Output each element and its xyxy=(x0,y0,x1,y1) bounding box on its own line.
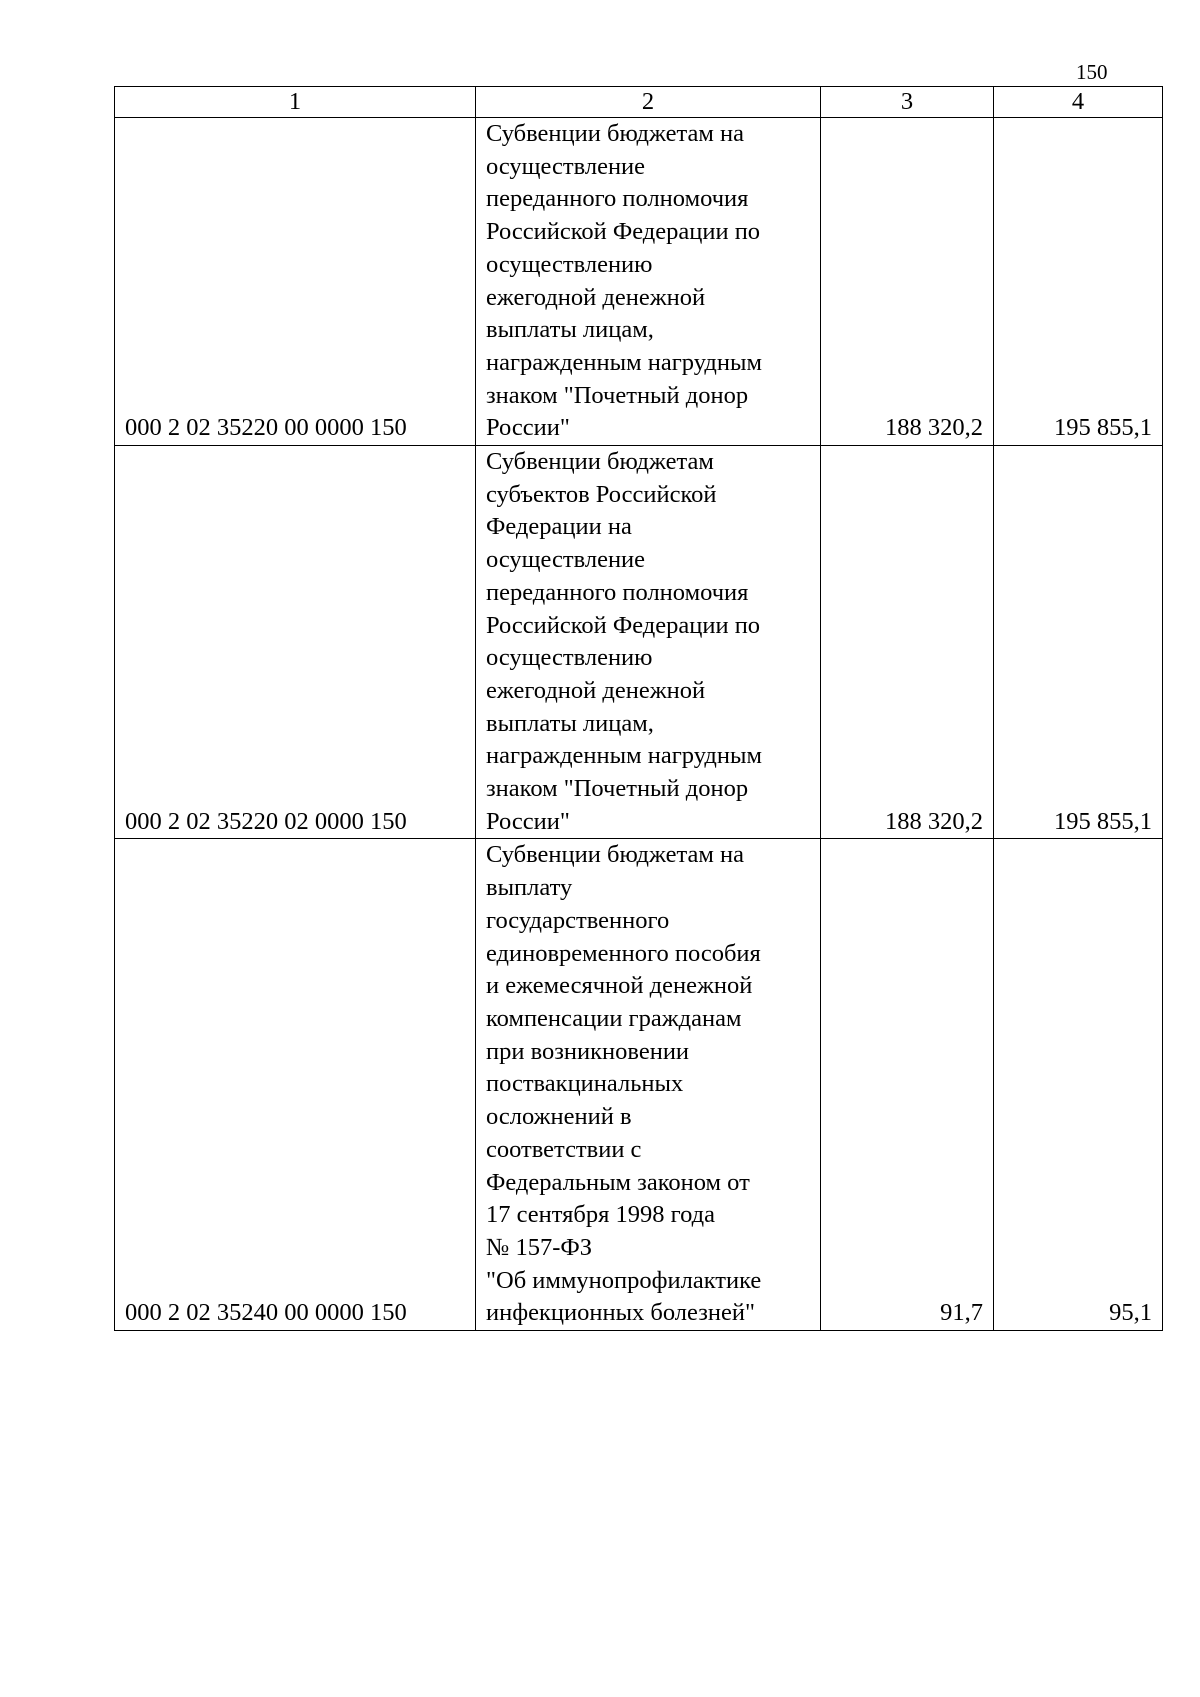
description-line: награжденным нагрудным xyxy=(486,348,762,376)
description-line: выплату xyxy=(486,874,573,902)
header-col-3: 3 xyxy=(821,87,994,118)
description-line: 17 сентября 1998 года xyxy=(486,1201,715,1229)
description-line: осуществление xyxy=(486,546,646,574)
table-header-row xyxy=(115,87,1163,118)
description-line: Субвенции бюджетам на xyxy=(486,841,744,869)
description-line: выплаты лицам, xyxy=(486,709,654,737)
description-line: России" xyxy=(486,807,570,835)
description-line: поствакцинальных xyxy=(486,1070,684,1098)
description-line: № 157-ФЗ xyxy=(486,1233,593,1261)
amount-col-3-cell: 188 320,2 xyxy=(821,446,994,839)
table-row xyxy=(115,118,1163,446)
header-col-1: 1 xyxy=(115,87,476,118)
description-line: знаком "Почетный донор xyxy=(486,775,749,803)
description-line: ежегодной денежной xyxy=(486,283,706,311)
description-line: награжденным нагрудным xyxy=(486,742,762,770)
description-cell xyxy=(476,839,821,1331)
description-line: "Об иммунопрофилактике xyxy=(486,1266,762,1294)
description-line: компенсации гражданам xyxy=(486,1004,742,1032)
budget-code-cell: 000 2 02 35220 02 0000 150 xyxy=(115,446,476,839)
description-line: инфекционных болезней" xyxy=(486,1299,755,1327)
description-line: России" xyxy=(486,414,570,442)
description-line: и ежемесячной денежной xyxy=(486,972,753,1000)
description-line: осложнений в xyxy=(486,1103,632,1131)
page-number: 150 xyxy=(1076,60,1108,84)
description-line: осуществление xyxy=(486,152,646,180)
description-line: Российской Федерации по xyxy=(486,611,761,639)
amount-col-4-cell: 195 855,1 xyxy=(994,118,1163,446)
description-line: при возникновении xyxy=(486,1037,690,1065)
description-line: знаком "Почетный донор xyxy=(486,381,749,409)
description-line: переданного полномочия xyxy=(486,185,749,213)
description-line: осуществлению xyxy=(486,644,653,672)
description-line: Российской Федерации по xyxy=(486,218,761,246)
description-line: осуществлению xyxy=(486,250,653,278)
description-line: Субвенции бюджетам xyxy=(486,448,714,476)
description-line: государственного xyxy=(486,906,670,934)
description-cell xyxy=(476,118,821,446)
amount-col-4-cell: 195 855,1 xyxy=(994,446,1163,839)
description-line: субъектов Российской xyxy=(486,480,717,508)
header-col-2: 2 xyxy=(476,87,821,118)
amount-col-3-cell: 188 320,2 xyxy=(821,118,994,446)
header-col-4: 4 xyxy=(994,87,1163,118)
budget-code-cell: 000 2 02 35240 00 0000 150 xyxy=(115,839,476,1331)
description-line: Федеральным законом от xyxy=(486,1168,750,1196)
table-row xyxy=(115,839,1163,1331)
description-line: единовременного пособия xyxy=(486,939,761,967)
description-line: Субвенции бюджетам на xyxy=(486,120,744,147)
amount-col-4-cell: 95,1 xyxy=(994,839,1163,1331)
amount-col-3-cell: 91,7 xyxy=(821,839,994,1331)
description-line: переданного полномочия xyxy=(486,578,749,606)
table-row xyxy=(115,446,1163,839)
budget-code-cell: 000 2 02 35220 00 0000 150 xyxy=(115,118,476,446)
description-line: ежегодной денежной xyxy=(486,676,706,704)
description-line: соответствии с xyxy=(486,1135,642,1163)
description-line: выплаты лицам, xyxy=(486,316,654,344)
description-cell xyxy=(476,446,821,839)
budget-table xyxy=(114,86,1163,1331)
description-line: Федерации на xyxy=(486,513,632,541)
